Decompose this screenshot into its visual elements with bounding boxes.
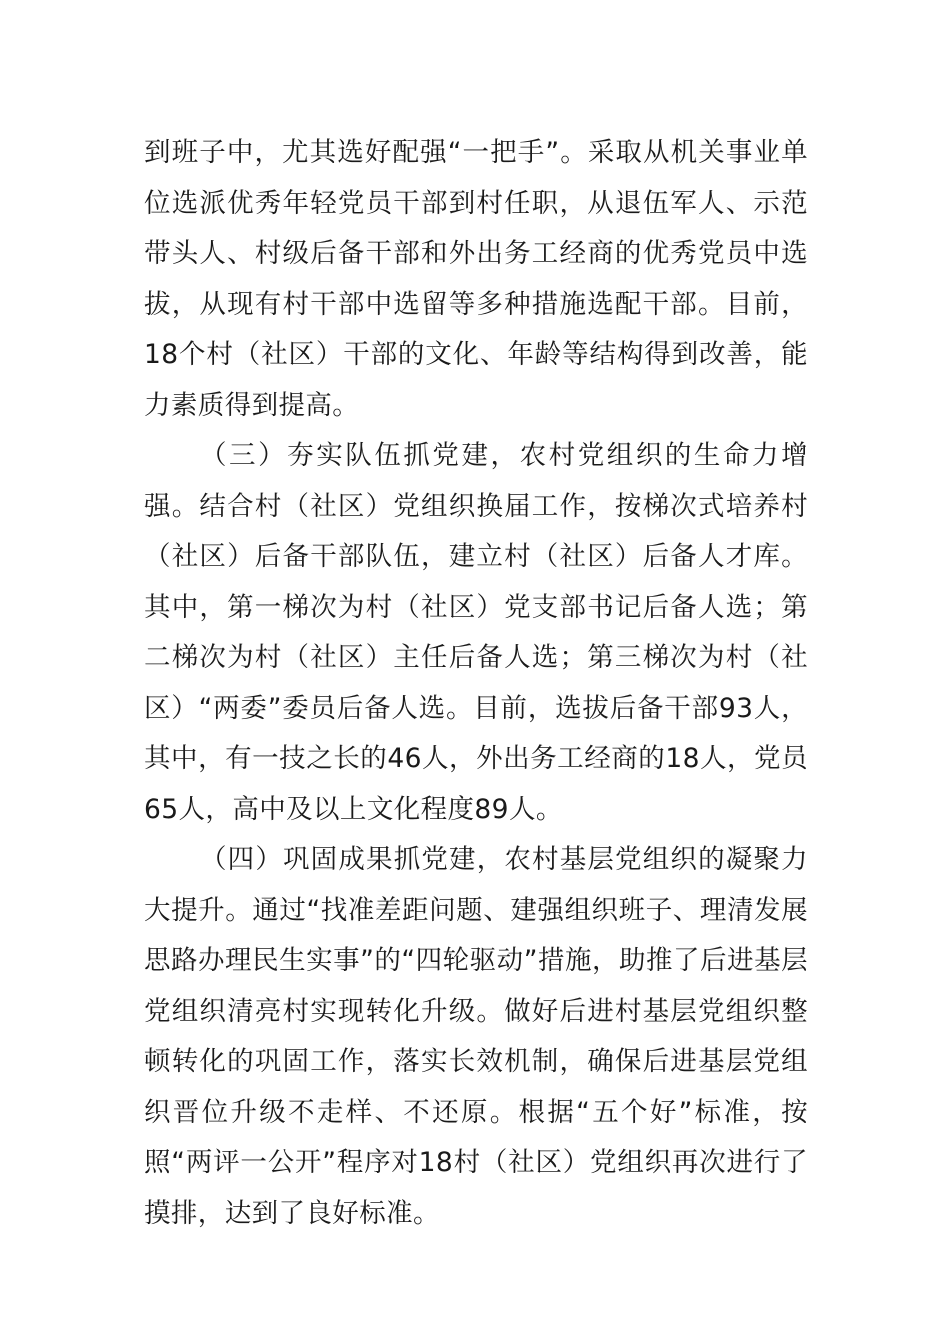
document-body: [144, 128, 808, 1239]
paragraph-continued: 到班子中，尤其选好配强“一把手”。采取从机关事业单位选派优秀年轻党员干部到村任职，从退伍军人、示范带头人、村级后备干部和外出务工经商的优秀党员中选拔，从现有村干部中选留等多种措施选配干部。目前，18个村（社区）干部的文化、年龄等结构得到改善，能力素质得到提高。: [144, 137, 808, 421]
paragraph-section-three: （三）夯实队伍抓党建，农村党组织的生命力增强。结合村（社区）党组织换届工作，按梯次式培养村（社区）后备干部队伍，建立村（社区）后备人才库。其中，第一梯次为村（社区）党支部书记后备人选；第二梯次为村（社区）主任后备人选；第三梯次为村（社区）“两委”委员后备人选。目前，选拔后备干部93人，其中，有一技之长的46人，外出务工经商的18人，党员65人，高中及以上文化程度89人。: [144, 440, 808, 825]
paragraph-section-four: （四）巩固成果抓党建，农村基层党组织的凝聚力大提升。通过“找准差距问题、建强组织班子、理清发展思路办理民生实事”的“四轮驱动”措施，助推了后进基层党组织清亮村实现转化升级。做好后进村基层党组织整顿转化的巩固工作，落实长效机制，确保后进基层党组织晋位升级不走样、不还原。根据“五个好”标准，按照“两评一公开”程序对18村（社区）党组织再次进行了摸排，达到了良好标准。: [144, 844, 808, 1229]
